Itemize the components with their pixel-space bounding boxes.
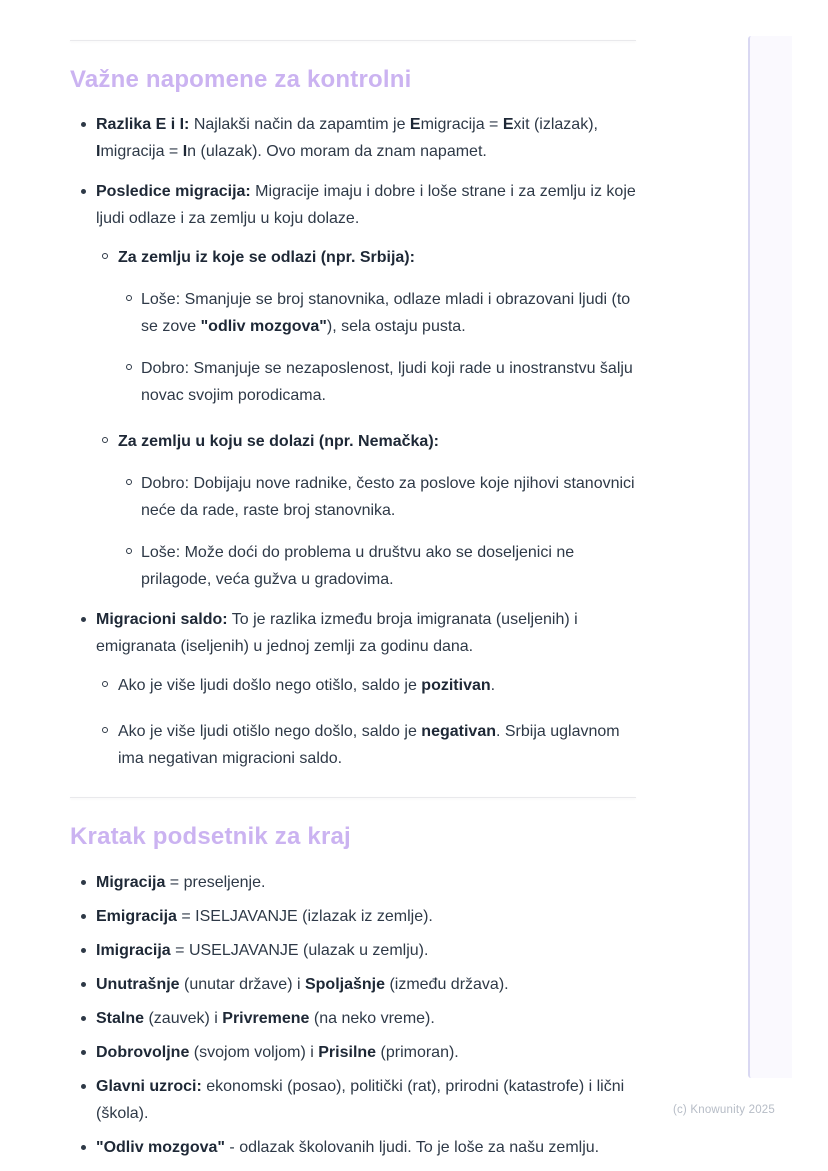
page-edge-strip	[748, 36, 792, 1078]
bold-text: Prisilne	[318, 1044, 377, 1061]
bold-text: Posledice migracija:	[96, 183, 251, 200]
list-item	[118, 286, 636, 340]
list-item	[96, 428, 636, 593]
plain-text: Loše: Smanjuje se broj stanovnika, odlaze mladi i obrazovani ljudi (to se zove	[141, 291, 631, 335]
notes-list	[70, 111, 636, 772]
plain-text: (na neko vreme).	[309, 1010, 435, 1027]
plain-text: migracija =	[420, 116, 503, 133]
plain-text: Ako je više ljudi otišlo nego došlo, saldo je	[118, 723, 422, 740]
reminder-list	[70, 869, 636, 1161]
list-item	[70, 178, 636, 593]
list-item	[118, 355, 636, 409]
list-item-text	[118, 677, 495, 694]
plain-text: migracija =	[100, 143, 183, 160]
list-item-text	[141, 360, 633, 404]
list-item-text	[118, 249, 415, 266]
list-item	[96, 244, 636, 409]
bold-text: I	[182, 143, 188, 160]
bold-text: Migracija	[96, 874, 166, 891]
list-item-text	[96, 116, 598, 160]
list-item	[118, 470, 636, 524]
list-item	[96, 672, 636, 699]
sub-list	[96, 672, 636, 772]
list-item-text	[96, 976, 509, 993]
bold-text: "odliv mozgova"	[200, 318, 327, 335]
list-item-text	[96, 1044, 459, 1061]
plain-text: xit (izlazak),	[513, 116, 598, 133]
plain-text: To je razlika između broja imigranata (useljenih) i emigranata (iseljenih) u jednoj zemlji za godinu dana.	[96, 611, 578, 655]
list-item	[70, 1005, 636, 1032]
plain-text: Dobro: Dobijaju nove radnike, često za poslove koje njihovi stanovnici neće da rade, raste broj stanovnika.	[141, 475, 635, 519]
list-item	[70, 606, 636, 772]
bold-text: "Odliv mozgova"	[96, 1139, 225, 1156]
bold-text: pozitivan	[421, 677, 491, 694]
list-item-text	[96, 1010, 435, 1027]
copyright-notice: (c) Knowunity 2025	[672, 1104, 775, 1116]
list-item-text	[118, 433, 439, 450]
list-item-text	[118, 723, 620, 767]
bold-text: Imigracija	[96, 942, 171, 959]
list-item-text	[141, 544, 574, 588]
bold-text: Dobrovoljne	[96, 1044, 190, 1061]
plain-text: n (ulazak). Ovo moram da znam napamet.	[187, 143, 487, 160]
list-item	[70, 111, 636, 165]
bold-text: E	[502, 116, 514, 133]
list-item	[70, 1039, 636, 1066]
section-title: Važne napomene za kontrolni	[70, 66, 412, 93]
section-title: Kratak podsetnik za kraj	[70, 823, 351, 850]
plain-text: Migracije imaju i dobre i loše strane i za zemlju iz koje ljudi odlaze i za zemlju u koju dolaze.	[96, 183, 636, 227]
list-item	[70, 1134, 636, 1161]
sub-list	[96, 244, 636, 593]
list-item-text	[96, 908, 433, 925]
bold-text: I	[96, 143, 101, 160]
plain-text: (unutar države) i	[179, 976, 305, 993]
bold-text: Migracioni saldo:	[96, 611, 228, 628]
bold-text: Glavni uzroci:	[96, 1078, 202, 1095]
plain-text: (svojom voljom) i	[189, 1044, 319, 1061]
plain-text: Ako je više ljudi došlo nego otišlo, saldo je	[118, 677, 422, 694]
plain-text: (primoran).	[376, 1044, 459, 1061]
plain-text: Najlakši način da zapamtim je	[189, 116, 410, 133]
plain-text: Loše: Može doći do problema u društvu ako se doseljenici ne prilagode, veća gužva u gradovima.	[141, 544, 575, 588]
list-item	[70, 971, 636, 998]
plain-text: = USELJAVANJE (ulazak u zemlju).	[170, 942, 429, 959]
sub-sub-list	[118, 470, 636, 593]
bold-text: Za zemlju iz koje se odlazi (npr. Srbija):	[118, 249, 415, 266]
bold-text: Spoljašnje	[304, 976, 385, 993]
list-item-text	[96, 611, 578, 655]
list-item-text	[96, 1078, 624, 1122]
section-quick-reminder	[70, 822, 636, 1161]
section-divider	[70, 40, 636, 41]
plain-text: . Srbija uglavnom ima negativan migracioni saldo.	[118, 723, 620, 767]
plain-text: Dobro: Smanjuje se nezaposlenost, ljudi koji rade u inostranstvu šalju novac svojim porodicama.	[141, 360, 633, 404]
plain-text: ekonomski (posao), politički (rat), prirodni (katastrofe) i lični (škola).	[96, 1078, 625, 1122]
list-item-text	[141, 291, 630, 335]
bold-text: Emigracija	[96, 908, 177, 925]
list-item-text	[96, 183, 636, 227]
section-divider	[70, 797, 636, 798]
plain-text: (zauvek) i	[144, 1010, 223, 1027]
list-item	[70, 903, 636, 930]
bold-text: Stalne	[96, 1010, 145, 1027]
bold-text: E	[409, 116, 421, 133]
plain-text: = preseljenje.	[165, 874, 266, 891]
plain-text: (između država).	[385, 976, 509, 993]
list-item-text	[141, 475, 635, 519]
plain-text: ), sela ostaju pusta.	[326, 318, 466, 335]
plain-text: = ISELJAVANJE (izlazak iz zemlje).	[176, 908, 433, 925]
bold-text: Za zemlju u koju se dolazi (npr. Nemačka):	[118, 433, 439, 450]
list-item	[70, 937, 636, 964]
section-important-notes	[70, 65, 636, 772]
document-page	[70, 0, 636, 1161]
list-item-text	[96, 1139, 599, 1156]
list-item	[118, 539, 636, 593]
sub-sub-list	[118, 286, 636, 409]
list-item	[70, 869, 636, 896]
bold-text: Razlika E i I:	[96, 116, 190, 133]
list-item-text	[96, 942, 428, 959]
list-item	[96, 718, 636, 772]
list-item-text	[96, 874, 265, 891]
bold-text: negativan	[421, 723, 496, 740]
bold-text: Unutrašnje	[96, 976, 180, 993]
list-item	[70, 1073, 636, 1127]
plain-text: - odlazak školovanih ljudi. To je loše za našu zemlju.	[224, 1139, 600, 1156]
plain-text: .	[490, 677, 496, 694]
bold-text: Privremene	[222, 1010, 310, 1027]
